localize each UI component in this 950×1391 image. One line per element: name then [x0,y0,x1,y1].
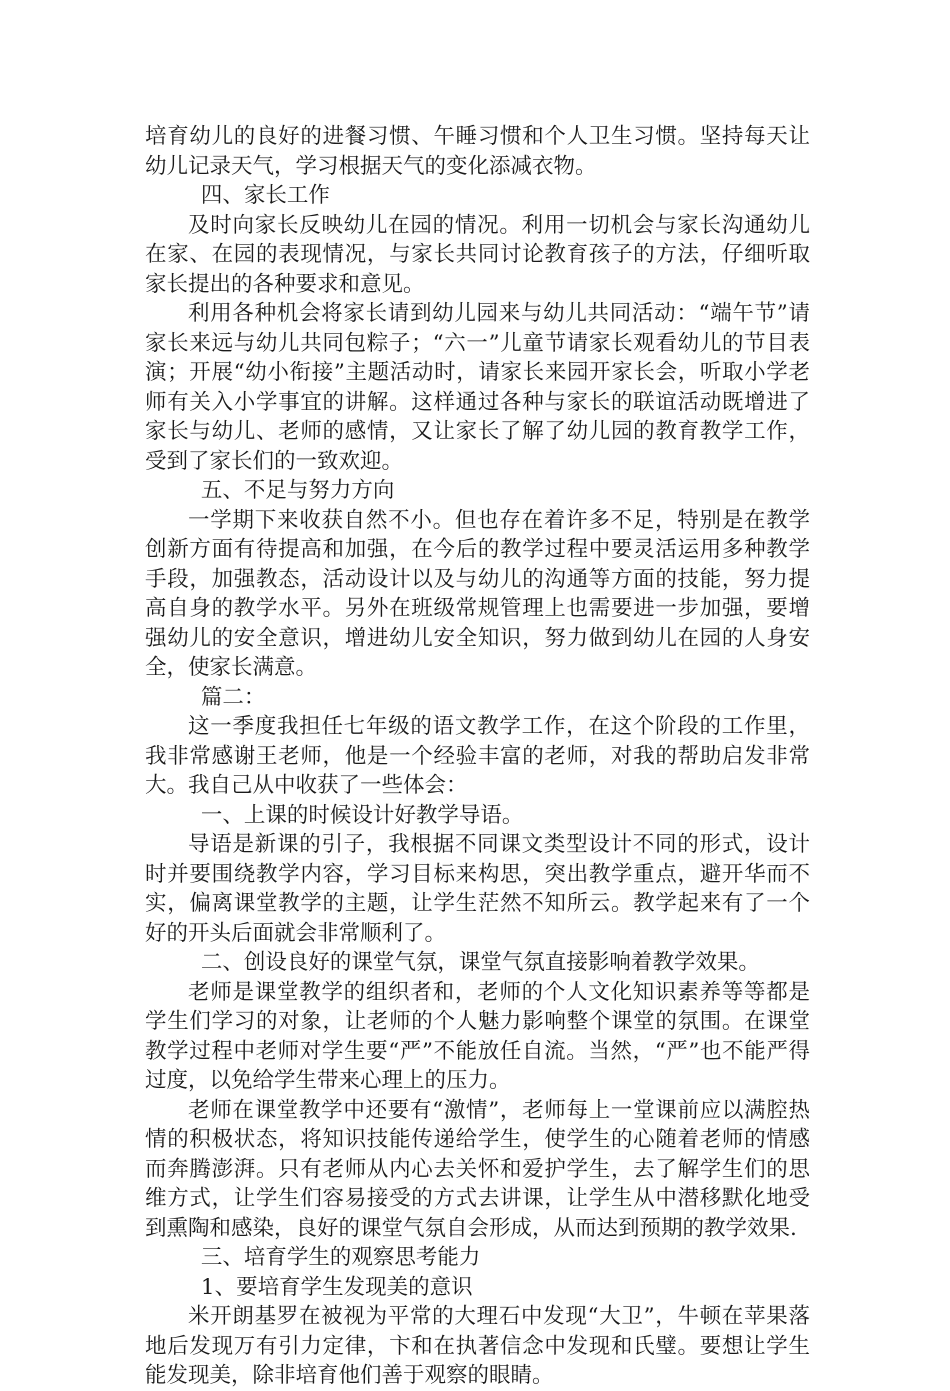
paragraph-6: 一学期下来收获自然不小。但也存在着许多不足，特别是在教学创新方面有待提高和加强，在今后的教学过程中要灵活运用多种教学手段，加强教态，活动设计以及与幼儿的沟通等方面的技能，努力提高自身的教学水平。另外在班级常规管理上也需要进一步加强，要增强幼儿的安全意识，增进幼儿安全知识，努力做到幼儿在园的人身安全，使家长满意。 [145,507,810,680]
paragraph-10: 导语是新课的引子，我根据不同课文类型设计不同的形式，设计时并要围绕教学内容，学习目标来构思，突出教学重点，避开华而不实，偏离课堂教学的主题，让学生茫然不知所云。教学起来有了一个好的开头后面就会非常顺利了。 [145,832,810,946]
section-heading-parent-work: 四、家长工作 [200,183,330,208]
subsection-heading-beauty: 1、要培育学生发现美的意识 [200,1274,473,1300]
paragraph-1: 培育幼儿的良好的进餐习惯、午睡习惯和个人卫生习惯。坚持每天让幼儿记录天气，学习根据天气的变化添减衣物。 [145,124,810,179]
section-heading-shortcomings: 五、不足与努力方向 [200,478,395,503]
part-two-heading: 篇二： [200,684,266,710]
paragraph-12: 老师是课堂教学的组织者和，老师的个人文化知识素养等等都是学生们学习的对象，让老师的个人魅力影响整个课堂的氛围。在课堂教学过程中老师对学生要“严”不能放任自流。当然，“严”也不能严得过度，以免给学生带来心理上的压力。 [145,979,810,1093]
paragraph-13: 老师在课堂教学中还要有“激情”，老师每上一堂课前应以满腔热情的积极状态，将知识技能传递给学生，使学生的心随着老师的情感而奔腾澎湃。只有老师从内心去关怀和爱护学生，去了解学生们的思维方式，让学生们容易接受的方式去讲课，让学生从中潜移默化地受到熏陶和感染，良好的课堂气氛自会形成，从而达到预期的教学效果. [145,1097,810,1241]
section-heading-classroom-atmosphere: 二、创设良好的课堂气氛，课堂气氛直接影响着教学效果。 [200,950,760,975]
section-heading-lesson-intro: 一、上课的时候设计好教学导语。 [200,802,524,828]
paragraph-3: 及时向家长反映幼儿在园的情况。利用一切机会与家长沟通幼儿在家、在园的表现情况，与家长共同讨论教育孩子的方法，仔细听取家长提出的各种要求和意见。 [145,212,810,297]
document-body [145,122,810,1391]
paragraph-4: 利用各种机会将家长请到幼儿园来与幼儿共同活动：“端午节”请家长来远与幼儿共同包粽子；“六一”儿童节请家长观看幼儿的节目表演；开展“幼小衔接”主题活动时，请家长来园开家长会，听取小学老师有关入小学事宜的讲解。这样通过各种与家长的联谊活动既增进了家长与幼儿、老师的感情，又让家长了解了幼儿园的教育教学工作，受到了家长们的一致欢迎。 [145,301,810,474]
paragraph-8: 这一季度我担任七年级的语文教学工作，在这个阶段的工作里，我非常感谢王老师，他是一个经验丰富的老师，对我的帮助启发非常大。我自己从中收获了一些体会： [145,714,810,798]
paragraph-16: 米开朗基罗在被视为平常的大理石中发现“大卫”，牛顿在苹果落地后发现万有引力定律，卞和在执著信念中发现和氏璧。要想让学生能发现美，除非培育他们善于观察的眼睛。 [145,1304,810,1388]
section-heading-observation: 三、培育学生的观察思考能力 [200,1245,481,1270]
